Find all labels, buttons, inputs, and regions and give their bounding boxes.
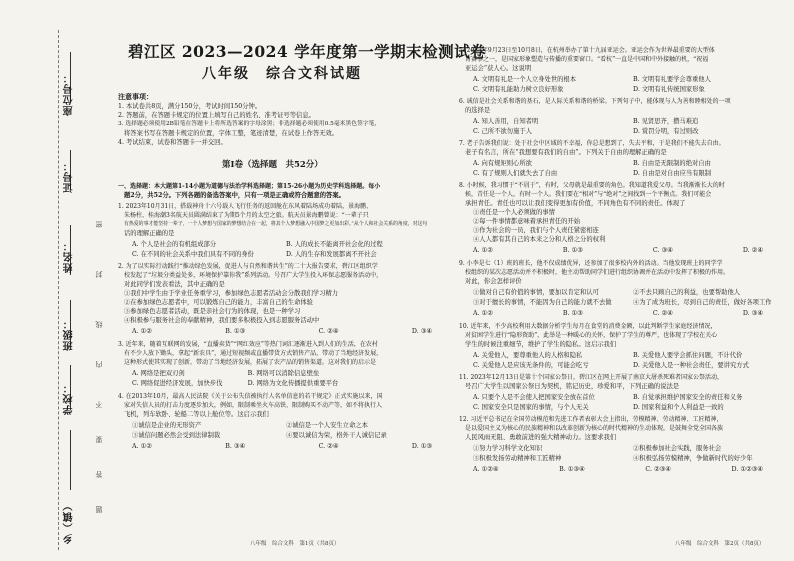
class-label: 班级：: [64, 318, 75, 351]
seal-mark-3: 线: [95, 315, 103, 328]
question-12-text: 是以爱国主义为核心的民族精神和以改革创新为核心的时代精神的生动体现，是鼓舞全党全国各族: [465, 425, 724, 432]
question-3-text: 这种形式使其实现了创新，带动了当地经济发展，拓展了农产品的销售渠道。这对我们的启示是: [124, 359, 377, 366]
option: A. ①②: [473, 247, 493, 254]
question-1-text: 有热爱的事才能坚持一辈子，一个人梦想与国家的梦想结合在一起，将其个人梦想融入中国梦之更加出彩。”从个人和社会关系的角度，对这句: [124, 221, 428, 227]
option: A. 只要个人是不会使人把国家安全放在首位: [473, 394, 595, 401]
option: D. 国家利益和个人利益是一致的: [633, 404, 724, 411]
question-8-item: ④人人都有其自己的本来之分和人格之分的权利: [473, 236, 606, 243]
question-5-text: 亚运会”获人心。这说明: [465, 65, 532, 72]
option: B. ③④: [225, 443, 246, 450]
option: B. ①③: [562, 247, 583, 254]
name-label: 姓名：: [64, 240, 75, 273]
question-7-text: 老子有名言，所在“我想要有我们的自由”。下列关于自由的理解正确的是: [465, 149, 667, 156]
question-8-text: 候，青任是一个人，有时一个人。我们要在“相对”与“绝对”之间找到一个平衡点。我们可能会: [465, 191, 712, 198]
option: C. ②④: [652, 310, 673, 317]
option: D. 文明有礼传统国家形象: [633, 86, 705, 93]
option: A. ①②: [132, 443, 152, 450]
seal-mark-6: 要: [95, 430, 103, 443]
question-2-options: [132, 327, 432, 336]
seal-dashed-line: [58, 30, 59, 550]
exam-title: 碧江区 2023—2024 学年度第一学期末检测试卷: [128, 42, 487, 61]
question-2-item: ④积极参与服务社会的奉献精神，我们要多积极投入到志愿服务活动中: [124, 317, 320, 324]
question-8-text: 8. 小时候，我习惯于“不屑于”，有时，父母就是最重要的角色。我知道我爱父母。当我渐渐长大的时: [459, 182, 725, 189]
town-label: 乡（镇）: [64, 500, 75, 544]
question-1-text: 朱杨柱、桂海潮3名航天员圆满结束了为期5个月的太空之旅。航天员景海鹏曾说：“一辈子只: [124, 212, 369, 219]
option: D. 人的生存和发展都离不开社会: [286, 251, 377, 258]
option: C. 文明有礼能助力树立良好形象: [473, 86, 564, 93]
question-3-text: 有不少人放下锄头，拿起“新农具”，通过短视频或直播带货方式销售产品，带动了当地经济发展，: [124, 350, 383, 357]
question-9-text: 校组织的某次志愿活动并不积极时，他主动帮助同学们进行组织协调并在活动中发挥了积极的作用。: [465, 269, 730, 276]
question-8-options: [473, 246, 763, 255]
notice-line: 将答案书写在答题卡规定的位置，字体工整，笔迹清楚，在试卷上作答无效。: [124, 130, 339, 137]
option: B. ①③: [562, 310, 583, 317]
question-9-item: ④为了成为班长，尽到自己的责任，做好各项工作: [633, 299, 772, 306]
question-12-item: ③积极发扬劳动精神和工匠精神: [473, 455, 562, 462]
notice-line: 1. 本试卷共8页，满分150分，考试时间150分钟。: [118, 103, 262, 110]
town-underline: [70, 430, 71, 490]
question-2-text: 2. 为了以实际行动践行“推动绿色发展，促进人与自然和谐共生”的二十大报告要求，碧江区组织学: [118, 263, 378, 270]
option: A. 知人善用，自知者明: [473, 118, 539, 125]
option: C. 己所不欲勿施于人: [473, 128, 532, 135]
question-6-text: 的选择是: [465, 107, 491, 114]
notice-line: 3. 选择题必须使用2B铅笔在答题卡上将所选答案的字母涂黑；非选择题必须使用0.5毫米黑色签字笔，: [118, 121, 381, 127]
option: B. ①③: [225, 328, 246, 335]
seat-number-label: 座位号：: [64, 72, 75, 116]
question-4-item: ④要以诚信为荣，格外干人诚信记录: [286, 432, 387, 439]
question-12-text: 12. 习近平总书记在全国劳动模范和先进工作者表彰大会上指出，劳模精神、劳动精神、工匠精神，: [459, 416, 723, 423]
question-4-item: ②诚信是一个人安生立命之本: [286, 422, 368, 429]
option: C. ②④: [318, 443, 339, 450]
question-10-text: 10. 近年来，不少高校利用大数据分析学生每月在食堂的消费金额，以此判断学生家庭经济情况，: [459, 323, 717, 330]
question-9-options: [473, 309, 763, 318]
seal-mark-1: 密: [95, 215, 103, 228]
question-9-item: ①做对自己有价值的事情，要加以肯定和认可: [473, 289, 599, 296]
question-2-item: ②在参加绿色志愿者中，可以锻炼自己的能力，丰富自己的生命体验: [124, 299, 313, 306]
question-3-text: 3. 近年来，随着互联网的发展，“直播卖货”“网红效应”等热门词汇逐渐进入到人们的生活，在农村: [118, 341, 378, 348]
question-4-item: ③诚信问题必然会受到法律制裁: [132, 432, 221, 439]
seal-mark-5: 不: [95, 395, 103, 408]
option: A. 文明有礼是一个人立身处世的根本: [473, 76, 577, 83]
question-2-text: 校发起了“垃圾分类益处多，环境保护靠你我”系列活动。号召广大学生投入环保志愿服务活动中，: [124, 272, 383, 279]
option: A. ①②: [473, 310, 493, 317]
part-intro: 题2分，共52分。下列各题的备选答案中，只有一项是正确或符合题意的答案。: [124, 192, 345, 199]
question-1-text: 1. 2023年10月31日，搭载神舟十六号载人飞行任务的返回舱在东风着陆场成功着陆，景海鹏、: [118, 203, 373, 210]
question-12-options: [473, 465, 763, 474]
option: D. ③④: [411, 328, 432, 335]
option: A. ①②: [132, 328, 152, 335]
option: A. 关爱他人，要尊重他人的人格和隐私: [473, 352, 583, 359]
question-8-text: 承担青任。青任也可以让我们变得更加有价值，不同角色有不同的责任。体现了: [465, 200, 686, 207]
notice-heading: 注意事项：: [118, 92, 153, 101]
question-4-item: ①诚信是企业的无形资产: [132, 422, 202, 429]
question-9-item: ③对于擅长的事情，不能因为自己的能力就不去做: [473, 299, 612, 306]
question-4-text: 4. 在2013年10月，最高人民法院《关于公布失信被执行人名单信息的若干规定》正式实施以来，国: [118, 393, 383, 400]
seal-mark-8: 题: [95, 500, 103, 513]
option: D. 关爱他人是一种社会责任，要讲究方式: [633, 362, 749, 369]
option: C. 有了规则人们就失去了自由: [473, 170, 558, 177]
question-4-options: [132, 442, 432, 451]
option: A. 个人是社会的有机组成部分: [132, 241, 217, 248]
option: C. 网络促进经济发展，加快步伐 D. 网络为文化传播提供重要平台: [132, 380, 339, 387]
question-2-item: ③参加绿色志愿者活动，既是亲社会行为的体现，也是一种学习: [124, 308, 301, 315]
question-8-item: ③作为社会的一员，我们与个人责任紧密相连: [473, 227, 599, 234]
part-intro: 一、选择题：本大题第1-14小题为道德与法治学科选择题；第15-26小题为历史学科选择题。每小: [118, 183, 381, 190]
question-1-text: 话的理解正确的是: [124, 230, 175, 237]
option: A. 向有规矩则心所欲: [473, 160, 532, 167]
exam-subtitle: 八年级 综合文科试题: [202, 66, 362, 82]
seal-mark-4: 内: [95, 355, 103, 368]
question-2-text: 对此同学们发表看法，其中正确的是: [124, 281, 225, 288]
option: B. 人的成长不能离开社会化的过程: [286, 241, 383, 248]
option: D. ①③: [411, 443, 432, 450]
option: B. ①③④: [559, 466, 585, 473]
option: C. 国家安全只是国家的事情，与个人无关: [473, 404, 589, 411]
question-4-text: 家对失信人员的打击力度逐步加大，例如，限制乘坐火车高铁、限制购买不动产等，如不将执行人: [124, 402, 383, 409]
question-9-item: ②不去只顾自己的利益，也要帮助他人: [633, 289, 741, 296]
option: C. ②③④: [645, 466, 671, 473]
question-11-text: 11. 2023年12月13日是第十个国家公祭日，碧江区在网上开展了南京大屠杀死难者国家公祭活动，: [459, 374, 723, 381]
id-number-label: 证号：: [64, 160, 75, 193]
option: D. 赏罚分明，有过则改: [633, 128, 699, 135]
question-9-text: 9. 小李是七（1）班的班长，他不仅成绩优异，还参加了很多校内外的活动。当他发现班上的同学学: [459, 260, 723, 267]
section-heading: 第Ⅰ卷（选择题 共52分）: [222, 160, 323, 170]
option: B. 文明有礼要学会尊重他人: [633, 76, 711, 83]
question-8-item: ①责任是一个人必须做的事情: [473, 209, 555, 216]
school-label: 学校：: [64, 382, 75, 415]
option: C. ③④: [652, 247, 673, 254]
seal-mark-7: 答: [95, 465, 103, 478]
option: B. 自由是无限制的绝对自由: [633, 160, 711, 167]
question-5-text: 5. 2023年9月23日至10月8日，在杭州举办了第十九届亚运会。亚运会作为世界最重要的大型体: [459, 47, 715, 54]
option: A. ①②④: [473, 466, 499, 473]
question-6-text: 6. 诚信是社会关系和谐的基石，是人际关系和谐的桥梁。下列句子中，能体现与人为善和睦相处的一项: [459, 98, 731, 105]
page-footer: 八年级 综合文科 第2页（共8页）: [675, 541, 765, 547]
option: B. 自觉承担维护国家安全的责任和义务: [633, 394, 743, 401]
option: B. 关爱他人要学会抓住问题，不计代价: [633, 352, 743, 359]
question-10-text: 对贫困学生进行“隐形资助”，此举是一种暖心的关怀，保护了学生的尊严，也体现了学校在关心: [465, 332, 718, 339]
option: A. 网络是把双刃剑 B. 网络可以消除信息壁垒: [132, 370, 320, 377]
question-12-text: 人民风雨无阻、勇敢前进的强大精神动力。这要求我们: [465, 434, 617, 441]
option: B. 见贤思齐，攒马难追: [633, 118, 699, 125]
question-12-item: ④积极弘扬劳模精神，争做新时代的好少年: [633, 455, 753, 462]
option: D. ③④: [742, 310, 763, 317]
question-12-item: ①努力学习科学文化知识: [473, 445, 543, 452]
option: C. 在不同的社会关系中我们具有不同的身份: [132, 251, 254, 258]
question-5-text: 育赛事之一，是国家形象塑造与传播的重要窗口。“看杭”一直是中国和中外接触的机，“祝福: [465, 56, 709, 63]
question-2-item: ①我们中学生由于学业任务重学习，参加绿色志愿者活动会分散我们学习精力: [124, 290, 339, 297]
option: C. ②④: [318, 328, 339, 335]
option: C. 关爱他人是应该无条件的，可能会吃亏: [473, 362, 589, 369]
notice-line: 2. 答题前，在答题卡规定的位置上填写自己的姓名、准考证号等信息。: [118, 112, 315, 119]
option: D. 自由是对自由应当有限制: [633, 170, 712, 177]
option: D. ①②③④: [731, 466, 763, 473]
question-12-item: ②积极参加社会实践，服务社会: [633, 445, 722, 452]
question-10-text: 学生的时候注重细节，维护了学生的隐私。这启示我们: [465, 341, 617, 348]
question-7-text: 7. 老子告诉我们说：处于社会中区域的不幸福，你总是想到了，失去平和，于是我们不能失去自由。: [459, 140, 725, 147]
binding-strip: [0, 0, 103, 561]
question-4-text: 飞机，列车软卧、轮船二等以上舱位等。这启示我们: [124, 411, 269, 418]
seal-mark-2: 封: [95, 265, 103, 278]
question-9-text: 对此，你会怎样评价: [465, 278, 522, 285]
option: D. ②④: [742, 247, 763, 254]
page-footer: 八年级 综合文科 第1页（共8页）: [250, 541, 340, 547]
notice-line: 4. 考试结束，试卷和答题卡一并交回。: [118, 139, 227, 146]
question-8-item: ②每一件事情都意味着承担青任的开始: [473, 218, 581, 225]
question-11-text: 号召广大学生以国家公祭日为契机，铭记历史，珍爱和平，下列正确的说法是: [465, 383, 680, 390]
